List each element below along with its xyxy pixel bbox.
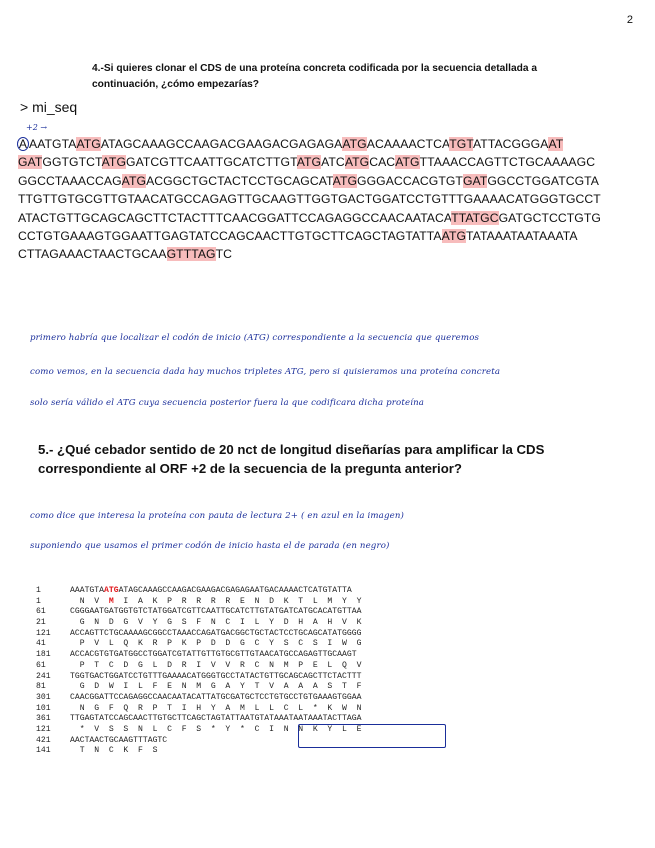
page-number: 2 bbox=[626, 14, 633, 26]
sequence-line: TTGTTGTGCGTTGTAACATGCCAGAGTTGCAAGTTGGTGACTGGATCCTGTTTGAAAACATGGGTGCCT bbox=[18, 192, 601, 207]
sequence-line: CTTAGAAACTAACTGCAAGTTTAGTC bbox=[18, 247, 233, 262]
sequence-line: A AATGTAATGATAGCAAAGCCAAGACGAAGACGAGAGAATGACAAAACTCATGTATTACGGGAAT bbox=[18, 137, 564, 151]
dna-sequence bbox=[18, 135, 648, 264]
translation-row: 41 P V L Q K R P K P D D G C Y S C S I W G bbox=[36, 639, 362, 649]
handwritten-answer-4-line-3: solo sería válido el ATG cuya secuencia posterior fuera la que codificara dicha proteína bbox=[30, 398, 425, 408]
nt-first: AAATGTA bbox=[70, 586, 104, 595]
translation-row: 141 T N C K F S bbox=[36, 746, 158, 756]
sequence-line: CCTGTGAAAGTGGAATTGAGTATCCAGCAACTTGTGCTTCAGCTAGTATTAATGTATAAATAATAAATA bbox=[18, 228, 578, 243]
translation-row: 1 AAATGTAATGATAGCAAAGCCAAGACGAAGACGAGAGAATGACAAAACTCATGTATTA bbox=[36, 586, 352, 595]
stop-region-box bbox=[298, 724, 446, 748]
translation-row: 61 P T C D G L D R I V V R C N M P E L Q V bbox=[36, 660, 362, 670]
start-codon-atg: ATG bbox=[104, 586, 119, 595]
sequence-line: ATACTGTTGCAGCAGCTTCTACTTTCAACGGATTCCAGAGGCCAACAATACATTATGCGATGCTCCTGTG bbox=[18, 210, 601, 225]
nt-rest: ATAGCAAAGCCAAGACGAAGACGAGAGAATGACAAAACTCATGTATTA bbox=[118, 586, 352, 595]
start-methionine: M bbox=[108, 596, 114, 606]
question-5: 5.- ¿Qué cebador sentido de 20 nct de longitud diseñarías para amplificar la CDS correspondiente al ORF +2 de la secuencia de la pregunta anterior? bbox=[38, 442, 545, 476]
translation-row: 21 G N D G V Y G S F N C I L Y D H A H V K bbox=[36, 618, 362, 628]
translation-row: 1 N V M I A K P R R R R E N D K T L M Y Y bbox=[36, 596, 362, 606]
sequence-name: > mi_seq bbox=[20, 99, 78, 115]
handwritten-answer-5-line-1: como dice que interesa la proteína con pauta de lectura 2+ ( en azul en la imagen) bbox=[30, 511, 405, 521]
translation-row: 101 N G F Q R P T I H Y A M L L C L * K W N bbox=[36, 703, 362, 713]
translation-row: 121 * V S S N L C F S * Y * C I N N K Y L E bbox=[36, 724, 362, 734]
handwritten-answer-4-line-1: primero habría que localizar el codón de inicio (ATG) correspondiente a la secuencia que queremos bbox=[30, 333, 480, 343]
translation-row: 121 ACCAGTTCTGCAAAAGCGGCCTAAACCAGATGACGGCTGCTACTCCTGCAGCATATGGGG bbox=[36, 628, 362, 638]
translation-row: 61 CGGGAATGATGGTGTCTATGGATCGTTCAATTGCATCTTGTATGATCATGCACATGTTAA bbox=[36, 607, 362, 617]
translation-row: 301 CAACGGATTCCAGAGGCCAACAATACATTATGCGATGCTCCTGTGCCTGTGAAAGTGGAA bbox=[36, 692, 362, 702]
orf-plus2-marker: +2 → bbox=[26, 123, 48, 132]
handwritten-answer-4-line-2: como vemos, en la secuencia dada hay muchos tripletes ATG, pero si quisieramos una proteína concreta bbox=[30, 367, 501, 377]
circled-start-base: A bbox=[18, 137, 28, 151]
translation-row: 181 ACCACGTGTGATGGCCTGGATCGTATTGTTGTGCGTTGTAACATGCCAGAGTTGCAAGT bbox=[36, 650, 357, 660]
translation-row: 361 TTGAGTATCCAGCAACTTGTGCTTCAGCTAGTATTAATGTATAAATAATAAATACTTAGA bbox=[36, 714, 362, 724]
question-4: 4.-Si quieres clonar el CDS de una proteína concreta codificada por la secuencia detallada a continuación, ¿cómo empezarías? bbox=[92, 63, 538, 90]
translation-row: 81 G D W I L F E N M G A Y T V A A A S T F bbox=[36, 682, 362, 692]
sequence-line: GGCCTAAACCAGATGACGGCTGCTACTCCTGCAGCATATGGGGACCACGTGTGATGGCCTGGATCGTA bbox=[18, 173, 599, 188]
translation-row: 421 AACTAACTGCAAGTTTAGTC bbox=[36, 735, 168, 745]
translation-row: 241 TGGTGACTGGATCCTGTTTGAAAACATGGGTGCCTATACTGTTGCAGCAGCTTCTACTTT bbox=[36, 671, 362, 681]
sequence-line: GATGGTGTCTATGGATCGTTCAATTGCATCTTGTATGATCATGCACATGTTAAACCAGTTCTGCAAAAGC bbox=[18, 155, 596, 170]
handwritten-answer-5-line-2: suponiendo que usamos el primer codón de inicio hasta el de parada (en negro) bbox=[30, 541, 390, 551]
